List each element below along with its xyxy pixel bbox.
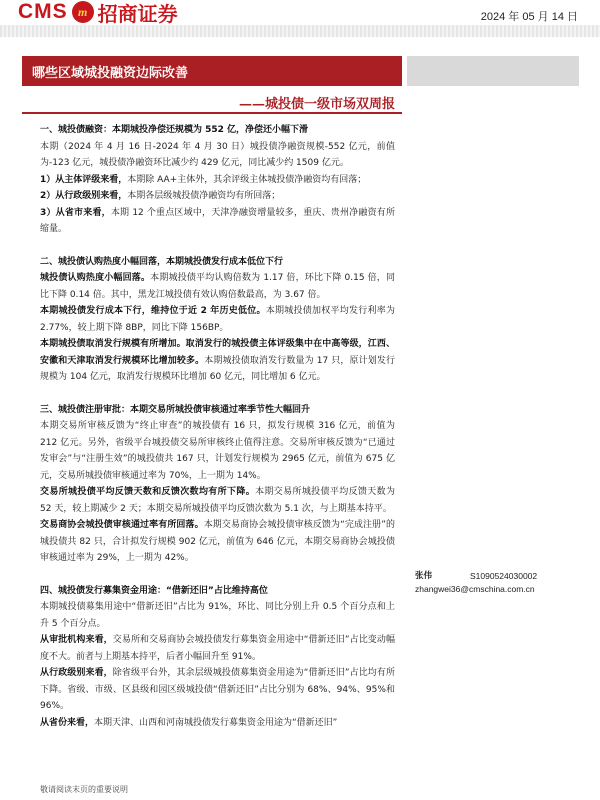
paragraph-lead: 从省份来看，	[40, 717, 95, 728]
paragraph-text: 本期（2024 年 4 月 16 日-2024 年 4 月 30 日）城投债净融资规模-552 亿元，前值为-123 亿元，城投债净融资环比减少约 429 亿元，同比减少约 1509 亿元。	[40, 141, 395, 168]
analyst-cert: S1090524030002	[470, 571, 538, 581]
body-paragraph	[40, 303, 395, 336]
body-paragraph	[40, 517, 395, 567]
body-paragraph	[40, 336, 395, 386]
body-paragraph	[40, 172, 395, 189]
paragraph-lead: 从行政级别来看，	[40, 668, 113, 678]
paragraph-lead: 四、城投债发行募集资金用途：“借新还旧”占比维持高位	[40, 585, 268, 596]
title-underline	[22, 112, 402, 114]
paragraph-lead: 本期城投债发行成本下行，维持位于近 2 年历史低位。	[40, 306, 266, 316]
paragraph-text: 本期城投债加权平均发行利率为 2.77%，较上期下降 8BP，同比下降 156BP。	[40, 306, 395, 333]
analyst-name: 张伟	[415, 571, 433, 581]
paragraph-text: 本期城投债募集用途中“借新还旧”占比为 91%，环比、同比分别上升 0.5 个百分点和上升 5 个百分点。	[40, 602, 395, 629]
paragraph-text: 本期天津、山西和河南城投债发行募集资金用途为“借新还旧”	[94, 717, 338, 728]
section-heading	[40, 583, 395, 600]
section-gap	[40, 567, 395, 583]
paragraph-lead: 交易所城投债平均反馈天数和反馈次数均有所下降。	[40, 487, 256, 497]
report-body	[40, 122, 395, 731]
body-paragraph	[40, 715, 395, 732]
paragraph-lead: 本期城投债取消发行规模有所增加。取消发行的城投债主体评级集中在中高等级，江西、安徽和天津取消发行规模环比增加较多。	[40, 339, 395, 366]
paragraph-text: 交易所和交易商协会城投债发行募集资金用途中“借新还旧”占比变动幅度不大。前者与上期基本持平，后者小幅回升至 91%。	[40, 635, 395, 662]
analyst-email[interactable]: zhangwei36@cmschina.com.cn	[415, 584, 535, 594]
report-subtitle: ——城投债一级市场双周报	[238, 97, 395, 112]
paragraph-lead: 交易商协会城投债审核通过率有所回落。	[40, 520, 204, 530]
section-gap	[40, 386, 395, 402]
body-paragraph	[40, 205, 395, 238]
body-paragraph	[40, 270, 395, 303]
paragraph-text: 本期城投债取消发行数量为 17 只，原计划发行规模为 104 亿元，取消发行规模环比增加 60 亿元，同比增加 6 亿元。	[40, 355, 395, 382]
header-divider	[0, 25, 600, 37]
paragraph-lead: 一、城投债融资：本期城投净偿还规模为 552 亿，净偿还小幅下滑	[40, 125, 309, 135]
paragraph-text: 本期城投债平均认购倍数为 1.17 倍，环比下降 0.15 倍，同比下降 0.14 倍。其中，黑龙江城投债有效认购倍数最高，为 3.67 倍。	[40, 273, 395, 300]
paragraph-lead: 三、城投债注册审批：本期交易所城投债审核通过率季节性大幅回升	[40, 404, 311, 415]
paragraph-lead: 二、城投债认购热度小幅回落，本期城投债发行成本低位下行	[40, 256, 284, 267]
body-paragraph	[40, 139, 395, 172]
paragraph-text: 本期交易商协会城投债审核反馈为“完成注册”的城投债共 82 只，合计拟发行规模 902 亿元，前值为 646 亿元，本期交易商协会城投债审核通过率为 29%，上一期为 42%。	[40, 520, 395, 563]
body-paragraph	[40, 665, 395, 715]
brand-logo	[18, 0, 178, 24]
logo-text-en: CMS	[18, 0, 68, 23]
body-paragraph	[40, 188, 395, 205]
paragraph-text: 本期各层级城投债净融资均有所回落；	[127, 191, 281, 201]
body-paragraph	[40, 418, 395, 484]
paragraph-lead: 从审批机构来看，	[40, 635, 113, 645]
logo-seal-icon: m	[72, 1, 94, 23]
paragraph-text: 本期除 AA+主体外，其余评级主体城投债净融资均有回落；	[127, 174, 367, 185]
paragraph-lead: 3）从省市来看，	[40, 207, 111, 218]
report-title: 哪些区域城投融资边际改善	[32, 66, 189, 81]
logo-text-cn: 招商证券	[97, 1, 178, 26]
report-date: 2024 年 05 月 14 日	[480, 11, 578, 23]
paragraph-lead: 1）从主体评级来看，	[40, 174, 128, 185]
section-heading	[40, 402, 395, 419]
paragraph-text: 本期交易所城投债平均反馈天数为 52 天，较上期减少 2 天；本期交易所城投债平均反馈次数为 5.1 次，与上期基本持平。	[40, 487, 395, 514]
section-gap	[40, 238, 395, 254]
paragraph-text: 本期 12 个重点区域中，天津净融资增量较多，重庆、贵州净融资有所缩量。	[40, 207, 395, 234]
paragraph-text: 本期交易所审核反馈为“终止审查”的城投债有 16 只，拟发行规模 316 亿元，前值为 212 亿元。另外，省级平台城投债交易所审核终止值得注意。交易所审核反馈为“已通过发审会”与“注册生效”的城投债共 167 只，计划发行规模为 2965 亿元，前值为 675 亿元，交易所城投债审核通过率为 70%，上一期为 14%。	[40, 421, 395, 481]
footer-note: 敬请阅读末页的重要说明	[40, 785, 128, 794]
section-heading	[40, 254, 395, 271]
paragraph-lead: 城投债认购热度小幅回落。	[40, 273, 151, 283]
title-banner	[22, 56, 402, 86]
paragraph-text: 除省级平台外，其余层级城投债募集资金用途为“借新还旧”占比均有所下降。省级、市级、区县级和园区级城投债“借新还旧”占比分别为 68%、94%、95%和 96%。	[40, 668, 395, 711]
analyst-info	[415, 570, 590, 596]
section-heading	[40, 122, 395, 139]
body-paragraph	[40, 484, 395, 517]
body-paragraph	[40, 632, 395, 665]
body-paragraph	[40, 599, 395, 632]
side-header-block	[407, 56, 579, 86]
paragraph-lead: 2）从行政级别来看，	[40, 191, 128, 201]
